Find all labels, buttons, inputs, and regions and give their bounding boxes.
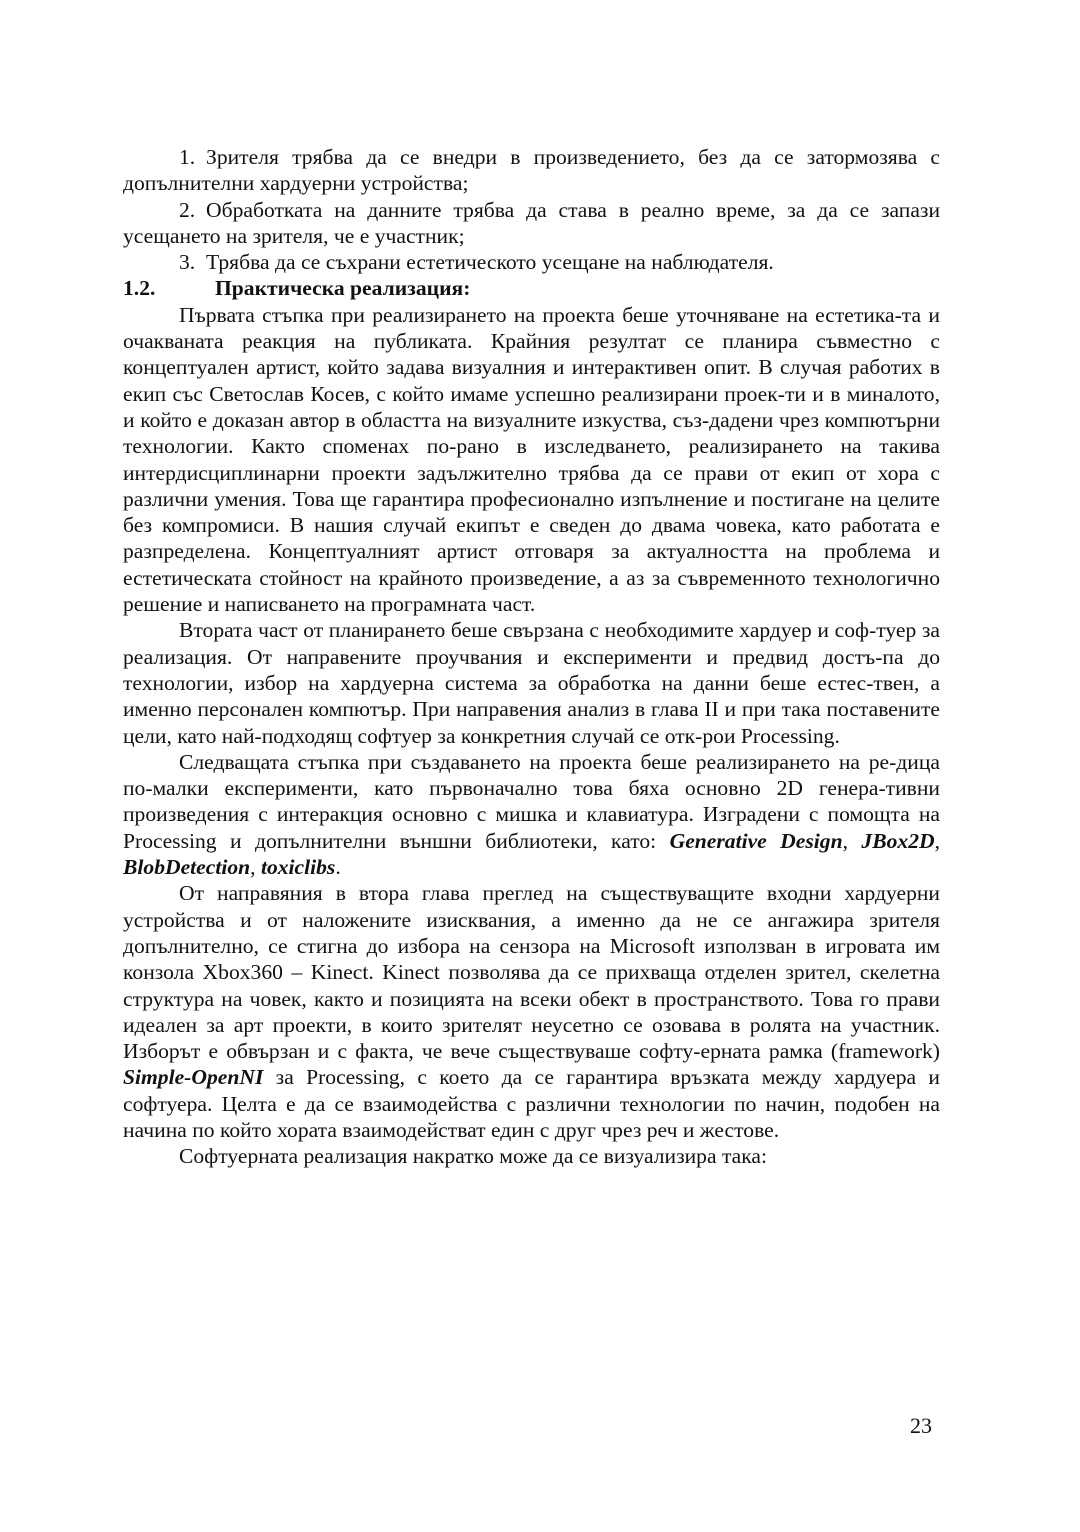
list-item-text: Обработката на данните трябва да става в реално време, за да се запази усещането на зрителя, че е участник; <box>123 197 940 248</box>
paragraph: Втората част от планирането беше свързана с необходимите хардуер и соф-туер за реализация. От направените проучвания и експерименти и предвид достъ-па до технологии, избор на хардуерна система за обработка на данни беше естес-твен, а именно персонален компютър. При направения анализ в глава II и при така поставените цели, като най-подходящ софтуер за конкретния случай се отк-рои Processing. <box>123 618 940 748</box>
list-item-text: Зрителя трябва да се внедри в произведението, без да се затормозява с допълнителни хардуерни устройства; <box>123 145 940 196</box>
paragraph: Първата стъпка при реализирането на проекта беше уточняване на естетика-та и очакваната реакция на публиката. Крайния резултат се планира съвместно с концептуален артист, който задава визуалния и интерактивен опит. В случая работих в екип със Светослав Косев, с който имаме успешно реализирани проек-ти и в миналото, и който е доказан автор в областта на визуалните изкуства, съз-дадени чрез компютърни технологии. Както споменах по-рано в изследването, реализирането на такива интердисциплинарни проекти задължително трябва да се прави от екип от хора с различни умения. Това ще гарантира професионално изпълнение и постигане на целите без компромиси. В нашия случай екипът е сведен до двама човека, като работата е разпределена. Концептуалният артист отговаря за актуалността на проблема и естетическата стойност на крайното произведение, а аз за съвременното технологично решение и написването на програмната част. <box>123 302 940 617</box>
section-heading <box>123 275 940 301</box>
paragraph: Следващата стъпка при създаването на проекта беше реализирането на ре-дица по-малки експерименти, като първоначално това бяха основно 2D генера-тивни произведения с интеракция основно с мишка и клавиатура. Изградени с помощта на Processing и допълнителни външни библиотеки, като: Generative Design, JBox2D, BlobDetection, toxiclibs. <box>123 749 941 880</box>
page-number: 23 <box>910 1413 932 1438</box>
page-content <box>123 144 940 1170</box>
paragraph <box>123 880 940 1143</box>
library-name: BlobDetection <box>123 855 251 880</box>
section-title: Практическа реализация: <box>215 276 471 301</box>
library-name: Generative Design <box>669 828 843 853</box>
list-item-number: 1. <box>179 145 196 169</box>
list-item-number: 3. <box>179 250 196 275</box>
list-item <box>123 197 940 250</box>
list-item-text: Трябва да се съхрани естетическото усещане на наблюдателя. <box>206 250 774 275</box>
paragraph-text: за Processing, с което да се гарантира връзката между хардуера и софтуера. Целта е да се взаимодейства с различни технологии по начин, подобен на начина по който хората взаимодействат един с друг чрез реч и жестове. <box>123 1065 940 1142</box>
list-item <box>123 144 940 197</box>
paragraph: Софтуерната реализация накратко може да се визуализира така: <box>179 1144 767 1169</box>
library-name: toxiclibs <box>260 855 336 880</box>
list-item <box>123 249 940 275</box>
framework-name: Simple-OpenNI <box>123 1065 264 1090</box>
paragraph-text: Следващата стъпка при създаването на проекта беше реализирането на ре-дица по-малки експерименти, като първоначално това бяха основно 2D генера-тивни произведения с интеракция основно с мишка и клавиатура. Изградени с помощта на Processing и допълнителни външни библиотеки, като: <box>123 749 940 853</box>
paragraph-text: От направяния в втора глава преглед на съществуващите входни хардуерни устройства и от наложените изисквания, а именно да не се ангажира зрителя допълнително, се стигна до избора на сензора на Microsoft използван в игровата им конзола Xbox360 – Kinect. Kinect позволява да се прихваща отделен зрител, скелетна структура на човек, както и позицията на всеки обект в пространството. Това го прави идеален за арт проекти, в които зрителят неусетно се озовава в ролята на участник. Изборът е обвързан и с факта, че вече съществуваше софту-ерната рамка (framework) <box>123 881 940 1064</box>
list-item-number: 2. <box>179 197 196 222</box>
library-name: JBox2D <box>861 828 935 853</box>
section-number: 1.2. <box>123 276 156 301</box>
